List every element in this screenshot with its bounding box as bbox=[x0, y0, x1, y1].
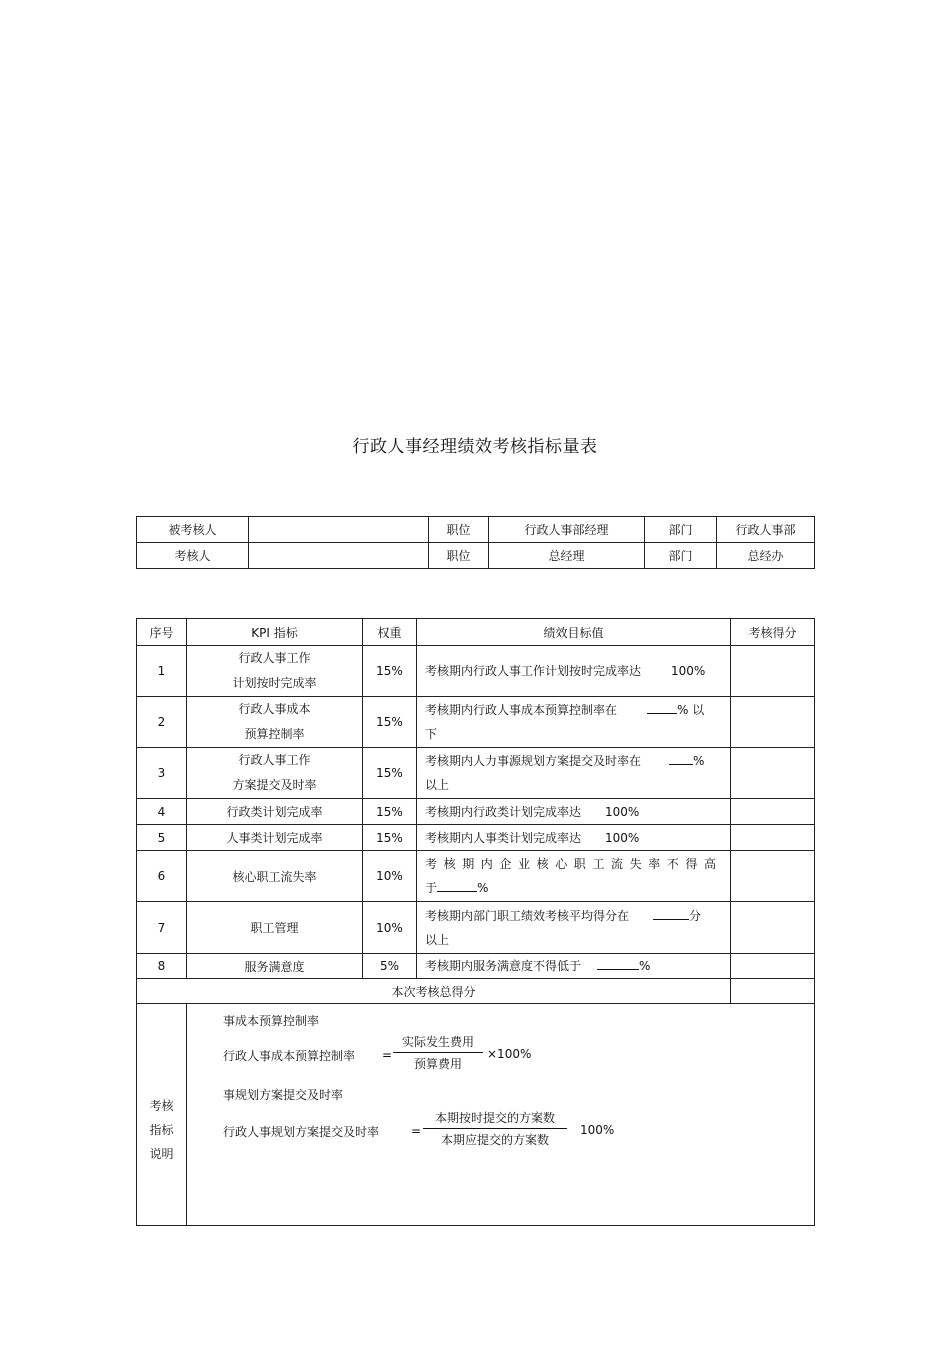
target-text: 考核期内人事类计划完成率达 bbox=[425, 830, 582, 845]
explain-label-line: 考核 bbox=[149, 1098, 174, 1113]
explain-content bbox=[187, 1004, 815, 1226]
formula-2-numerator: 本期按时提交的方案数 bbox=[434, 1111, 555, 1125]
row-kpi: 人事类计划完成率 bbox=[187, 825, 363, 851]
kpi-line: 方案提交及时率 bbox=[232, 778, 317, 792]
row-target bbox=[417, 851, 731, 902]
formula-2-denominator: 本期应提交的方案数 bbox=[440, 1133, 549, 1147]
assessor-position: 总经理 bbox=[489, 543, 645, 569]
kpi-line: 行政人事工作 bbox=[238, 651, 311, 665]
row-no: 1 bbox=[137, 646, 187, 697]
row-target bbox=[417, 748, 731, 799]
formula-1-left: 行政人事成本预算控制率 bbox=[223, 1049, 356, 1063]
info-row-assessee bbox=[137, 517, 815, 543]
department-label: 部门 bbox=[645, 543, 717, 569]
row-no: 3 bbox=[137, 748, 187, 799]
kpi-row bbox=[137, 954, 815, 979]
explain-row bbox=[137, 1004, 815, 1226]
kpi-table bbox=[136, 618, 815, 1226]
kpi-header-row bbox=[137, 619, 815, 646]
formula-1-fraction bbox=[393, 1033, 483, 1072]
row-weight: 15% bbox=[363, 825, 417, 851]
kpi-row bbox=[137, 646, 815, 697]
total-label: 本次考核总得分 bbox=[137, 979, 731, 1004]
kpi-line: 预算控制率 bbox=[244, 727, 305, 741]
header-score: 考核得分 bbox=[731, 619, 815, 646]
row-kpi bbox=[187, 697, 363, 748]
explain-heading-1: 事成本预算控制率 bbox=[223, 1014, 320, 1028]
row-target bbox=[417, 646, 731, 697]
explain-label bbox=[137, 1004, 187, 1226]
kpi-row bbox=[137, 748, 815, 799]
info-table bbox=[136, 516, 815, 569]
row-score-field[interactable] bbox=[731, 825, 815, 851]
row-kpi: 行政类计划完成率 bbox=[187, 799, 363, 825]
header-kpi: KPI 指标 bbox=[187, 619, 363, 646]
row-score-field[interactable] bbox=[731, 748, 815, 799]
kpi-row bbox=[137, 799, 815, 825]
target-unit: % bbox=[477, 881, 489, 895]
page-title: 行政人事经理绩效考核指标量表 bbox=[352, 437, 598, 457]
target-unit: % 以 bbox=[677, 703, 705, 717]
formula-2-mult: 100% bbox=[580, 1123, 615, 1137]
row-no: 5 bbox=[137, 825, 187, 851]
formula-1-numerator: 实际发生费用 bbox=[401, 1035, 474, 1049]
total-row bbox=[137, 979, 815, 1004]
row-weight: 15% bbox=[363, 646, 417, 697]
row-score-field[interactable] bbox=[731, 799, 815, 825]
assessee-name-field[interactable] bbox=[249, 517, 429, 543]
header-target: 绩效目标值 bbox=[417, 619, 731, 646]
row-score-field[interactable] bbox=[731, 954, 815, 979]
row-score-field[interactable] bbox=[731, 646, 815, 697]
formula-1-eq: = bbox=[382, 1048, 393, 1062]
department-label: 部门 bbox=[645, 517, 717, 543]
row-target bbox=[417, 825, 731, 851]
target-text: 考核期内行政人事工作计划按时完成率达 bbox=[425, 664, 642, 678]
row-weight: 15% bbox=[363, 697, 417, 748]
row-target bbox=[417, 697, 731, 748]
row-kpi: 职工管理 bbox=[187, 902, 363, 954]
assessee-position: 行政人事部经理 bbox=[489, 517, 645, 543]
row-score-field[interactable] bbox=[731, 697, 815, 748]
assessee-department: 行政人事部 bbox=[717, 517, 815, 543]
row-no: 4 bbox=[137, 799, 187, 825]
header-weight: 权重 bbox=[363, 619, 417, 646]
row-target bbox=[417, 799, 731, 825]
row-weight: 10% bbox=[363, 851, 417, 902]
fill-blank[interactable] bbox=[653, 907, 689, 920]
row-no: 2 bbox=[137, 697, 187, 748]
target-unit: % bbox=[693, 754, 705, 768]
formula-1-mult: ×100% bbox=[487, 1047, 532, 1061]
fill-blank[interactable] bbox=[597, 957, 639, 970]
header-no: 序号 bbox=[137, 619, 187, 646]
kpi-row bbox=[137, 902, 815, 954]
row-target bbox=[417, 954, 731, 979]
formula-1-denominator: 预算费用 bbox=[413, 1057, 462, 1071]
target-unit: 分 bbox=[689, 908, 702, 923]
target-text-cont: 下 bbox=[425, 727, 438, 741]
formula-2-fraction bbox=[423, 1109, 567, 1148]
kpi-row bbox=[137, 851, 815, 902]
explain-label-line: 说明 bbox=[149, 1146, 174, 1161]
kpi-line: 行政人事工作 bbox=[238, 753, 311, 767]
fill-blank[interactable] bbox=[437, 879, 477, 892]
row-kpi bbox=[187, 748, 363, 799]
explain-label-line: 指标 bbox=[149, 1122, 174, 1137]
kpi-line: 行政人事成本 bbox=[238, 702, 311, 716]
kpi-row bbox=[137, 825, 815, 851]
formula-2-eq: = bbox=[411, 1124, 422, 1138]
row-weight: 15% bbox=[363, 799, 417, 825]
assessee-label: 被考核人 bbox=[137, 517, 249, 543]
row-weight: 15% bbox=[363, 748, 417, 799]
row-target bbox=[417, 902, 731, 954]
target-text: 考核期内部门职工绩效考核平均得分在 bbox=[425, 908, 630, 923]
row-score-field[interactable] bbox=[731, 902, 815, 954]
target-text-cont: 以上 bbox=[425, 778, 450, 792]
row-kpi: 核心职工流失率 bbox=[187, 851, 363, 902]
assessor-department: 总经办 bbox=[717, 543, 815, 569]
row-weight: 10% bbox=[363, 902, 417, 954]
target-value: 100% bbox=[671, 664, 706, 678]
kpi-line: 计划按时完成率 bbox=[232, 676, 317, 690]
target-text-cont: 以上 bbox=[425, 932, 450, 947]
row-kpi: 服务满意度 bbox=[187, 954, 363, 979]
target-text: 考核期内行政人事成本预算控制率在 bbox=[425, 703, 618, 717]
position-label: 职位 bbox=[429, 543, 489, 569]
position-label: 职位 bbox=[429, 517, 489, 543]
row-no: 7 bbox=[137, 902, 187, 954]
assessor-name-field[interactable] bbox=[249, 543, 429, 569]
target-text: 考核期内行政类计划完成率达 bbox=[425, 804, 582, 819]
target-text: 考核期内企业核心职工流失率不得高 bbox=[425, 857, 722, 871]
target-text: 考核期内人力事源规划方案提交及时率在 bbox=[425, 754, 642, 768]
total-score-field[interactable] bbox=[731, 979, 815, 1004]
row-no: 6 bbox=[137, 851, 187, 902]
row-score-field[interactable] bbox=[731, 851, 815, 902]
target-text: 考核期内服务满意度不得低于 bbox=[425, 959, 582, 973]
target-text-cont: 于 bbox=[425, 881, 438, 895]
target-value: 100% bbox=[605, 830, 640, 845]
info-row-assessor bbox=[137, 543, 815, 569]
row-weight: 5% bbox=[363, 954, 417, 979]
assessor-label: 考核人 bbox=[137, 543, 249, 569]
row-kpi bbox=[187, 646, 363, 697]
target-value: 100% bbox=[605, 804, 640, 819]
kpi-row bbox=[137, 697, 815, 748]
fill-blank[interactable] bbox=[647, 701, 677, 714]
row-no: 8 bbox=[137, 954, 187, 979]
formula-2-left: 行政人事规划方案提交及时率 bbox=[223, 1125, 380, 1139]
target-unit: % bbox=[639, 959, 651, 973]
explain-heading-2: 事规划方案提交及时率 bbox=[223, 1088, 344, 1102]
fill-blank[interactable] bbox=[669, 752, 693, 765]
